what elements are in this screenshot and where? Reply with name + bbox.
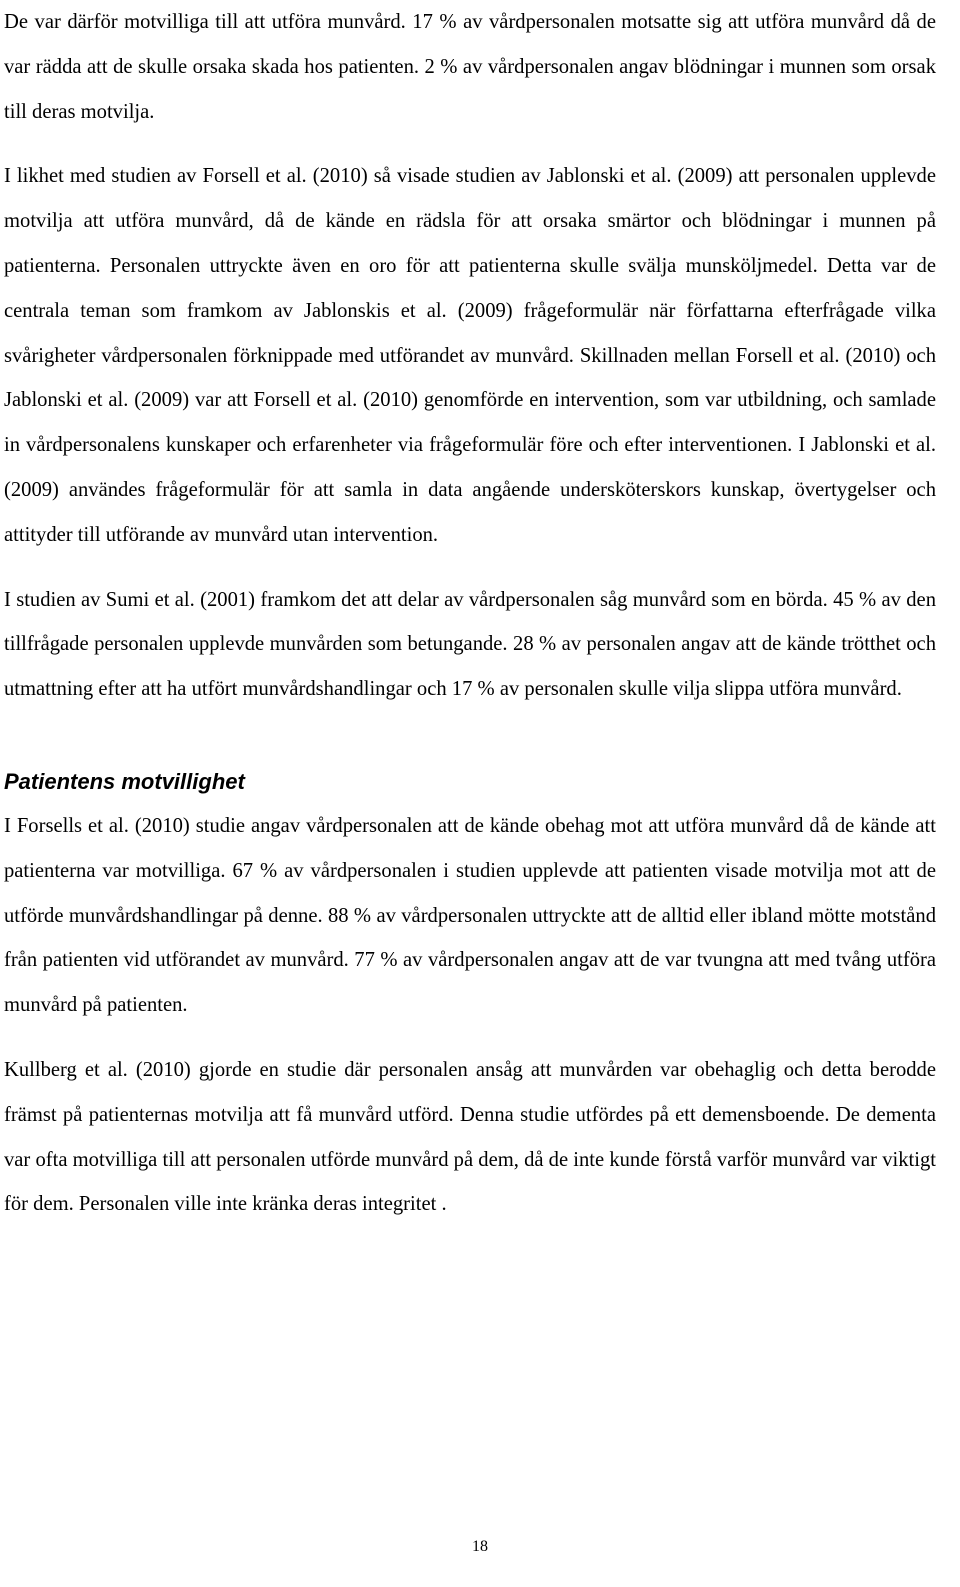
paragraph-unwillingness: De var därför motvilliga till att utföra munvård. 17 % av vårdpersonalen motsatte sig att utföra munvård då de var rädda att de skulle orsaka skada hos patienten. 2 % av vårdpersonalen angav blödningar i munnen som orsak till deras motvilja.: [4, 11, 936, 123]
paragraph-forsell-jablonski: I likhet med studien av Forsell et al. (2010) så visade studien av Jablonski et al. (2009) att personalen upplevde motvilja att utföra munvård, då de kände en rädsla för att orsaka smärtor och blödningar i munnen på patienterna. Personalen uttryckte även en oro för att patienterna skulle svälja munsköljmedel. Detta var de centrala teman som framkom av Jablonskis et al. (2009) frågeformulär när författarna efterfrågade vilka svårigheter vårdpersonalen förknippade med utförandet av munvård. Skillnaden mellan Forsell et al. (2010) och Jablonski et al. (2009) var att Forsell et al. (2010) genomförde en intervention, som var utbildning, och samlade in vårdpersonalens kunskaper och erfarenheter via frågeformulär före och efter interventionen. I Jablonski et al. (2009) användes frågeformulär för att samla in data angående undersköterskors kunskap, övertygelser och attityder till utförande av munvård utan intervention.: [4, 165, 936, 546]
page-number: 18: [472, 1538, 488, 1555]
paragraph-spacer: [4, 1028, 936, 1048]
paragraph-sumi: I studien av Sumi et al. (2001) framkom det att delar av vårdpersonalen såg munvård som en börda. 45 % av den tillfrågade personalen upplevde munvården som betungande. 28 % av personalen angav att de kände trötthet och utmattning efter att ha utfört munvårdshandlingar och 17 % av personalen skulle vilja slippa utföra munvård.: [4, 588, 936, 701]
document-body: [4, 0, 936, 1227]
paragraph-kullberg: Kullberg et al. (2010) gjorde en studie där personalen ansåg att munvården var obehaglig och detta berodde främst på patienternas motvilja att få munvård utförd. Denna studie utfördes på ett demensboende. De dementa var ofta motvilliga till att personalen utförde munvård på dem, då de inte kunde förstå varför munvård var viktigt för dem. Personalen ville inte kränka deras integritet .: [4, 1058, 936, 1216]
paragraph-forsells: I Forsells et al. (2010) studie angav vårdpersonalen att de kände obehag mot att utföra munvård då de kände att patienterna var motvilliga. 67 % av vårdpersonalen i studien upplevde att patienten visade motvilja mot att de utförde munvårdshandlingar på denne. 88 % av vårdpersonalen uttryckte att de alltid eller ibland mötte motstånd från patienten vid utförandet av munvård. 77 % av vårdpersonalen angav att de var tvungna att med tvång utföra munvård på patienten.: [4, 814, 936, 1017]
paragraph-spacer: [4, 134, 936, 154]
paragraph-spacer: [4, 558, 936, 578]
section-spacer: [4, 712, 936, 758]
section-heading: Patientens motvillighet: [4, 768, 245, 794]
